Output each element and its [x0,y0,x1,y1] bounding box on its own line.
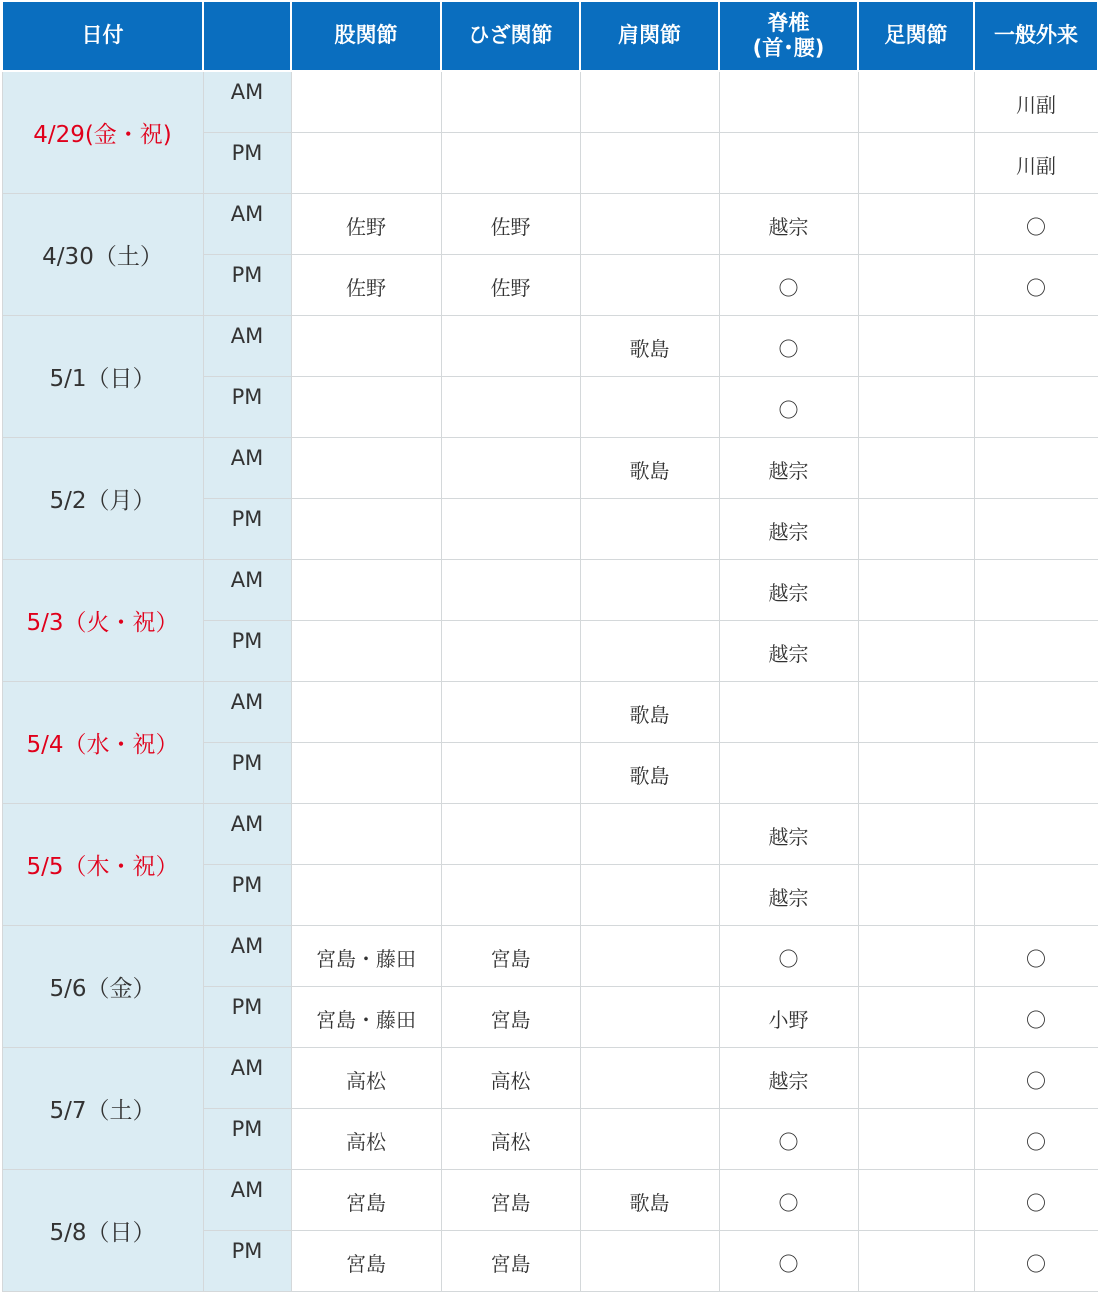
shoulder-cell: 歌島 [580,437,719,498]
knee-cell [441,437,580,498]
spine-cell: 越宗 [719,1047,858,1108]
hip-cell [291,681,441,742]
shoulder-cell [580,1230,719,1291]
table-row [2,71,1098,132]
date-cell: 5/8（日） [2,1169,203,1291]
hip-cell: 宮島 [291,1230,441,1291]
hip-cell [291,620,441,681]
knee-cell: 宮島 [441,1169,580,1230]
spine-cell: 〇 [719,315,858,376]
period-cell: AM [203,925,291,986]
knee-cell: 宮島 [441,925,580,986]
ankle-cell [858,925,974,986]
table-row [2,193,1098,254]
ankle-cell [858,681,974,742]
spine-cell: 越宗 [719,864,858,925]
knee-cell [441,132,580,193]
spine-cell: 〇 [719,376,858,437]
knee-cell [441,71,580,132]
ankle-cell [858,864,974,925]
ankle-cell [858,498,974,559]
period-cell: PM [203,498,291,559]
hip-cell [291,437,441,498]
general-cell [974,498,1098,559]
date-cell: 5/4（水・祝） [2,681,203,803]
hip-cell: 佐野 [291,254,441,315]
hip-cell [291,315,441,376]
knee-cell: 高松 [441,1108,580,1169]
header-period [203,1,291,71]
knee-cell [441,315,580,376]
spine-cell: 越宗 [719,559,858,620]
general-cell [974,437,1098,498]
general-cell: 〇 [974,254,1098,315]
period-cell: PM [203,742,291,803]
spine-cell: 〇 [719,1108,858,1169]
knee-cell [441,864,580,925]
shoulder-cell: 歌島 [580,742,719,803]
general-cell: 〇 [974,986,1098,1047]
hip-cell: 高松 [291,1047,441,1108]
general-cell [974,559,1098,620]
date-cell: 4/30（土） [2,193,203,315]
period-cell: AM [203,1169,291,1230]
period-cell: PM [203,376,291,437]
date-cell: 5/5（木・祝） [2,803,203,925]
general-cell [974,681,1098,742]
hip-cell [291,498,441,559]
shoulder-cell [580,1108,719,1169]
shoulder-cell [580,254,719,315]
shoulder-cell [580,71,719,132]
hip-cell: 佐野 [291,193,441,254]
knee-cell [441,803,580,864]
ankle-cell [858,742,974,803]
ankle-cell [858,315,974,376]
ankle-cell [858,559,974,620]
general-cell [974,742,1098,803]
date-cell: 5/1（日） [2,315,203,437]
period-cell: AM [203,1047,291,1108]
shoulder-cell [580,864,719,925]
ankle-cell [858,132,974,193]
general-cell: 〇 [974,1230,1098,1291]
hip-cell: 宮島 [291,1169,441,1230]
spine-cell [719,681,858,742]
ankle-cell [858,803,974,864]
period-cell: PM [203,254,291,315]
ankle-cell [858,193,974,254]
date-cell: 4/29(金・祝) [2,71,203,193]
spine-cell [719,71,858,132]
hip-cell: 宮島・藤田 [291,925,441,986]
spine-cell: 〇 [719,925,858,986]
shoulder-cell [580,803,719,864]
period-cell: PM [203,864,291,925]
ankle-cell [858,1108,974,1169]
header-row [2,1,1098,71]
knee-cell [441,620,580,681]
ankle-cell [858,986,974,1047]
period-cell: PM [203,620,291,681]
spine-cell [719,742,858,803]
table-row [2,315,1098,376]
spine-cell: 越宗 [719,620,858,681]
header-spine: 脊椎 (首･腰) [719,1,858,71]
knee-cell [441,376,580,437]
date-cell: 5/3（火・祝） [2,559,203,681]
shoulder-cell [580,132,719,193]
general-cell [974,864,1098,925]
spine-cell: 越宗 [719,498,858,559]
spine-cell: 越宗 [719,193,858,254]
table-row [2,1047,1098,1108]
ankle-cell [858,620,974,681]
table-row [2,803,1098,864]
hip-cell [291,803,441,864]
knee-cell: 宮島 [441,986,580,1047]
ankle-cell [858,1230,974,1291]
general-cell [974,376,1098,437]
shoulder-cell: 歌島 [580,1169,719,1230]
table-row [2,1169,1098,1230]
spine-cell: 小野 [719,986,858,1047]
shoulder-cell: 歌島 [580,315,719,376]
hip-cell [291,376,441,437]
period-cell: PM [203,132,291,193]
schedule-table [1,0,1098,1292]
ankle-cell [858,437,974,498]
header-hip: 股関節 [291,1,441,71]
date-cell: 5/6（金） [2,925,203,1047]
ankle-cell [858,1169,974,1230]
spine-cell: 〇 [719,1230,858,1291]
period-cell: AM [203,437,291,498]
table-row [2,559,1098,620]
knee-cell [441,742,580,803]
general-cell: 川副 [974,132,1098,193]
knee-cell [441,498,580,559]
knee-cell: 高松 [441,1047,580,1108]
general-cell [974,315,1098,376]
hip-cell [291,559,441,620]
general-cell [974,803,1098,864]
table-row [2,681,1098,742]
spine-cell: 越宗 [719,803,858,864]
hip-cell: 高松 [291,1108,441,1169]
schedule-body [2,71,1098,1291]
shoulder-cell: 歌島 [580,681,719,742]
header-general: 一般外来 [974,1,1098,71]
period-cell: AM [203,559,291,620]
shoulder-cell [580,376,719,437]
knee-cell: 宮島 [441,1230,580,1291]
shoulder-cell [580,1047,719,1108]
general-cell: 〇 [974,1047,1098,1108]
shoulder-cell [580,986,719,1047]
general-cell: 〇 [974,925,1098,986]
ankle-cell [858,71,974,132]
date-cell: 5/2（月） [2,437,203,559]
shoulder-cell [580,193,719,254]
table-row [2,925,1098,986]
spine-cell: 〇 [719,1169,858,1230]
ankle-cell [858,376,974,437]
ankle-cell [858,254,974,315]
period-cell: AM [203,681,291,742]
date-cell: 5/7（土） [2,1047,203,1169]
header-knee: ひざ関節 [441,1,580,71]
shoulder-cell [580,620,719,681]
hip-cell [291,864,441,925]
table-row [2,437,1098,498]
period-cell: PM [203,1108,291,1169]
period-cell: AM [203,71,291,132]
knee-cell: 佐野 [441,254,580,315]
general-cell [974,620,1098,681]
knee-cell: 佐野 [441,193,580,254]
period-cell: PM [203,1230,291,1291]
shoulder-cell [580,498,719,559]
spine-cell: 越宗 [719,437,858,498]
spine-cell: 〇 [719,254,858,315]
hip-cell [291,71,441,132]
shoulder-cell [580,559,719,620]
period-cell: AM [203,315,291,376]
hip-cell: 宮島・藤田 [291,986,441,1047]
general-cell: 〇 [974,1108,1098,1169]
spine-cell [719,132,858,193]
period-cell: PM [203,986,291,1047]
general-cell: 〇 [974,193,1098,254]
shoulder-cell [580,925,719,986]
knee-cell [441,681,580,742]
period-cell: AM [203,193,291,254]
general-cell: 川副 [974,71,1098,132]
period-cell: AM [203,803,291,864]
hip-cell [291,742,441,803]
header-ankle: 足関節 [858,1,974,71]
hip-cell [291,132,441,193]
header-shoulder: 肩関節 [580,1,719,71]
header-date: 日付 [2,1,203,71]
general-cell: 〇 [974,1169,1098,1230]
knee-cell [441,559,580,620]
ankle-cell [858,1047,974,1108]
